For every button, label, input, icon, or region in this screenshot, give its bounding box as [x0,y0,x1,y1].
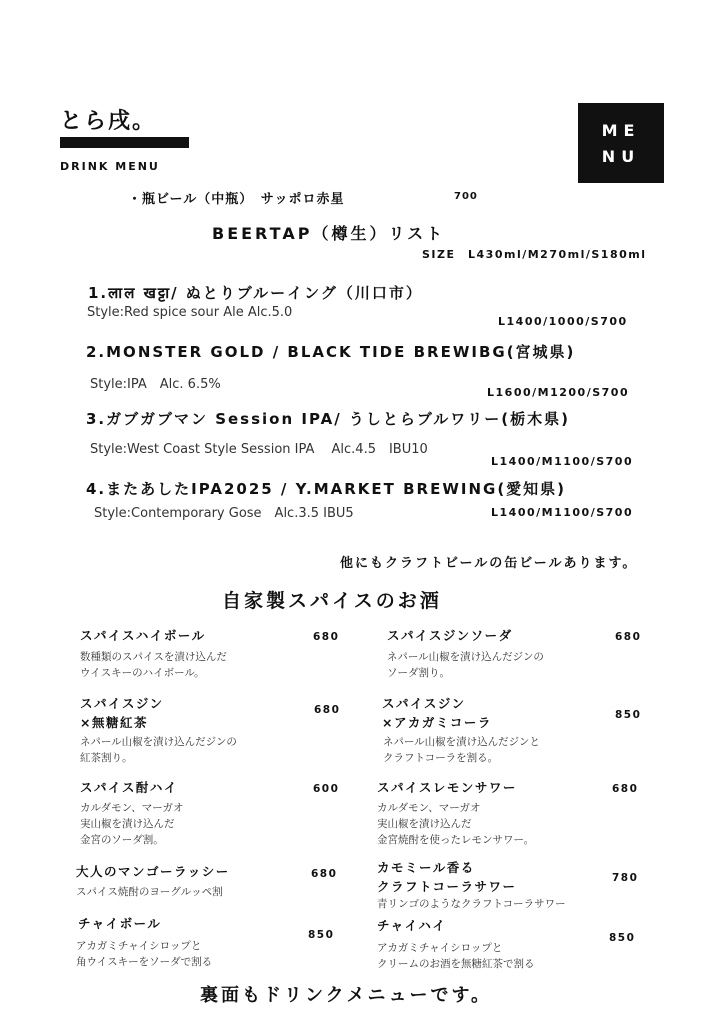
spice-item-price: 680 [313,631,340,643]
spice-item-desc: アカガミチャイシロップと [76,940,202,952]
beer-1-name: 1.लाल खट्टा/ ぬとりブルーイング（川口市） [88,284,423,302]
brand-underline-bar [60,137,189,148]
spice-item-desc: 数種類のスパイスを漬け込んだ [80,651,227,663]
beer-4-price: L1400/M1100/S700 [491,506,634,519]
beer-2-style: Style:IPA Alc. 6.5% [90,377,221,392]
spice-item-desc: 青リンゴのようなクラフトコーラサワー [377,898,566,910]
spice-item-name: チャイボール [78,916,162,931]
spice-item-desc: ウイスキーのハイボール。 [80,667,205,679]
brand-title: とら戌。 [60,109,157,134]
bottle-beer-label: ・瓶ビール（中瓶） サッポロ赤星 [128,192,345,207]
beer-1-price: L1400/1000/S700 [498,315,628,328]
beertap-heading: BEERTAP（樽生）リスト [212,224,446,243]
beer-4-name: 4.またあしたIPA2025 / Y.MARKET BREWING(愛知県) [86,480,567,498]
spice-item-price: 780 [612,872,639,884]
beertap-size-info: SIZE L430ml/M270ml/S180ml [422,248,647,261]
spice-item-desc: 実山椒を漬け込んだ [80,818,175,830]
spice-item-name: スパイスハイボール [80,628,206,643]
spice-item-desc: 実山椒を漬け込んだ [377,818,472,830]
spice-item-desc: スパイス焼酎のヨーグルッペ割 [76,886,223,898]
spice-item-desc: ネパール山椒を漬け込んだジンの [387,651,544,663]
menu-badge [578,103,664,183]
menu-badge-line-1: ME [601,121,641,140]
drink-menu-subtitle: DRINK MENU [60,160,160,173]
spice-item-price: 680 [612,783,639,795]
spice-item-name: カモミール香る クラフトコーラサワー [377,860,517,894]
beer-2-price: L1600/M1200/S700 [487,386,630,399]
spice-item-price: 680 [615,631,642,643]
bottle-beer-price: 700 [454,191,478,202]
spice-item-desc: クリームのお酒を無糖紅茶で割る [377,958,535,970]
spice-item-name: スパイスレモンサワー [377,780,517,795]
spice-item-name: スパイスジンソーダ [387,628,513,643]
spice-item-price: 600 [313,783,340,795]
beer-1-style: Style:Red spice sour Ale Alc.5.0 [87,305,293,320]
spice-item-desc: クラフトコーラを割る。 [383,752,499,764]
spice-item-name: スパイス酎ハイ [80,780,178,795]
menu-badge-line-2: NU [601,147,641,166]
spice-item-desc: 紅茶割り。 [80,752,133,764]
spice-item-desc: 金宮焼酎を使ったレモンサワー。 [377,834,535,846]
spice-item-desc: ネパール山椒を漬け込んだジンの [80,736,237,748]
spice-item-name: スパイスジン ×アカガミコーラ [382,696,492,730]
spice-item-desc: ネパール山椒を漬け込んだジンと [383,736,540,748]
spice-section-heading: 自家製スパイスのお酒 [222,590,442,612]
beer-4-style: Style:Contemporary Gose Alc.3.5 IBU5 [94,506,354,521]
spice-item-desc: ソーダ割り。 [387,667,450,679]
beer-2-name: 2.MONSTER GOLD / BLACK TIDE BREWIBG(宮城県) [86,343,576,361]
spice-item-price: 850 [615,709,642,721]
spice-item-desc: アカガミチャイシロップと [377,942,503,954]
spice-item-desc: カルダモン、マーガオ [377,802,481,814]
spice-item-name: 大人のマンゴーラッシー [76,864,230,879]
spice-item-desc: 角ウイスキーをソーダで割る [76,956,213,968]
back-side-note: 裏面もドリンクメニューです。 [200,985,493,1006]
spice-item-desc: 金宮のソーダ割。 [80,834,164,846]
spice-item-name: チャイハイ [377,918,447,933]
spice-item-price: 850 [609,932,636,944]
spice-item-price: 850 [308,929,335,941]
beer-3-price: L1400/M1100/S700 [491,455,634,468]
spice-item-name: スパイスジン ×無糖紅茶 [80,696,164,730]
beer-3-name: 3.ガブガブマン Session IPA/ うしとらブルワリー(栃木県) [86,410,571,428]
spice-item-desc: カルダモン、マーガオ [80,802,184,814]
craft-beer-can-note: 他にもクラフトビールの缶ビールあります。 [340,556,638,571]
spice-item-price: 680 [314,704,341,716]
beer-3-style: Style:West Coast Style Session IPA Alc.4.5 IBU10 [90,442,428,457]
spice-item-price: 680 [311,868,338,880]
